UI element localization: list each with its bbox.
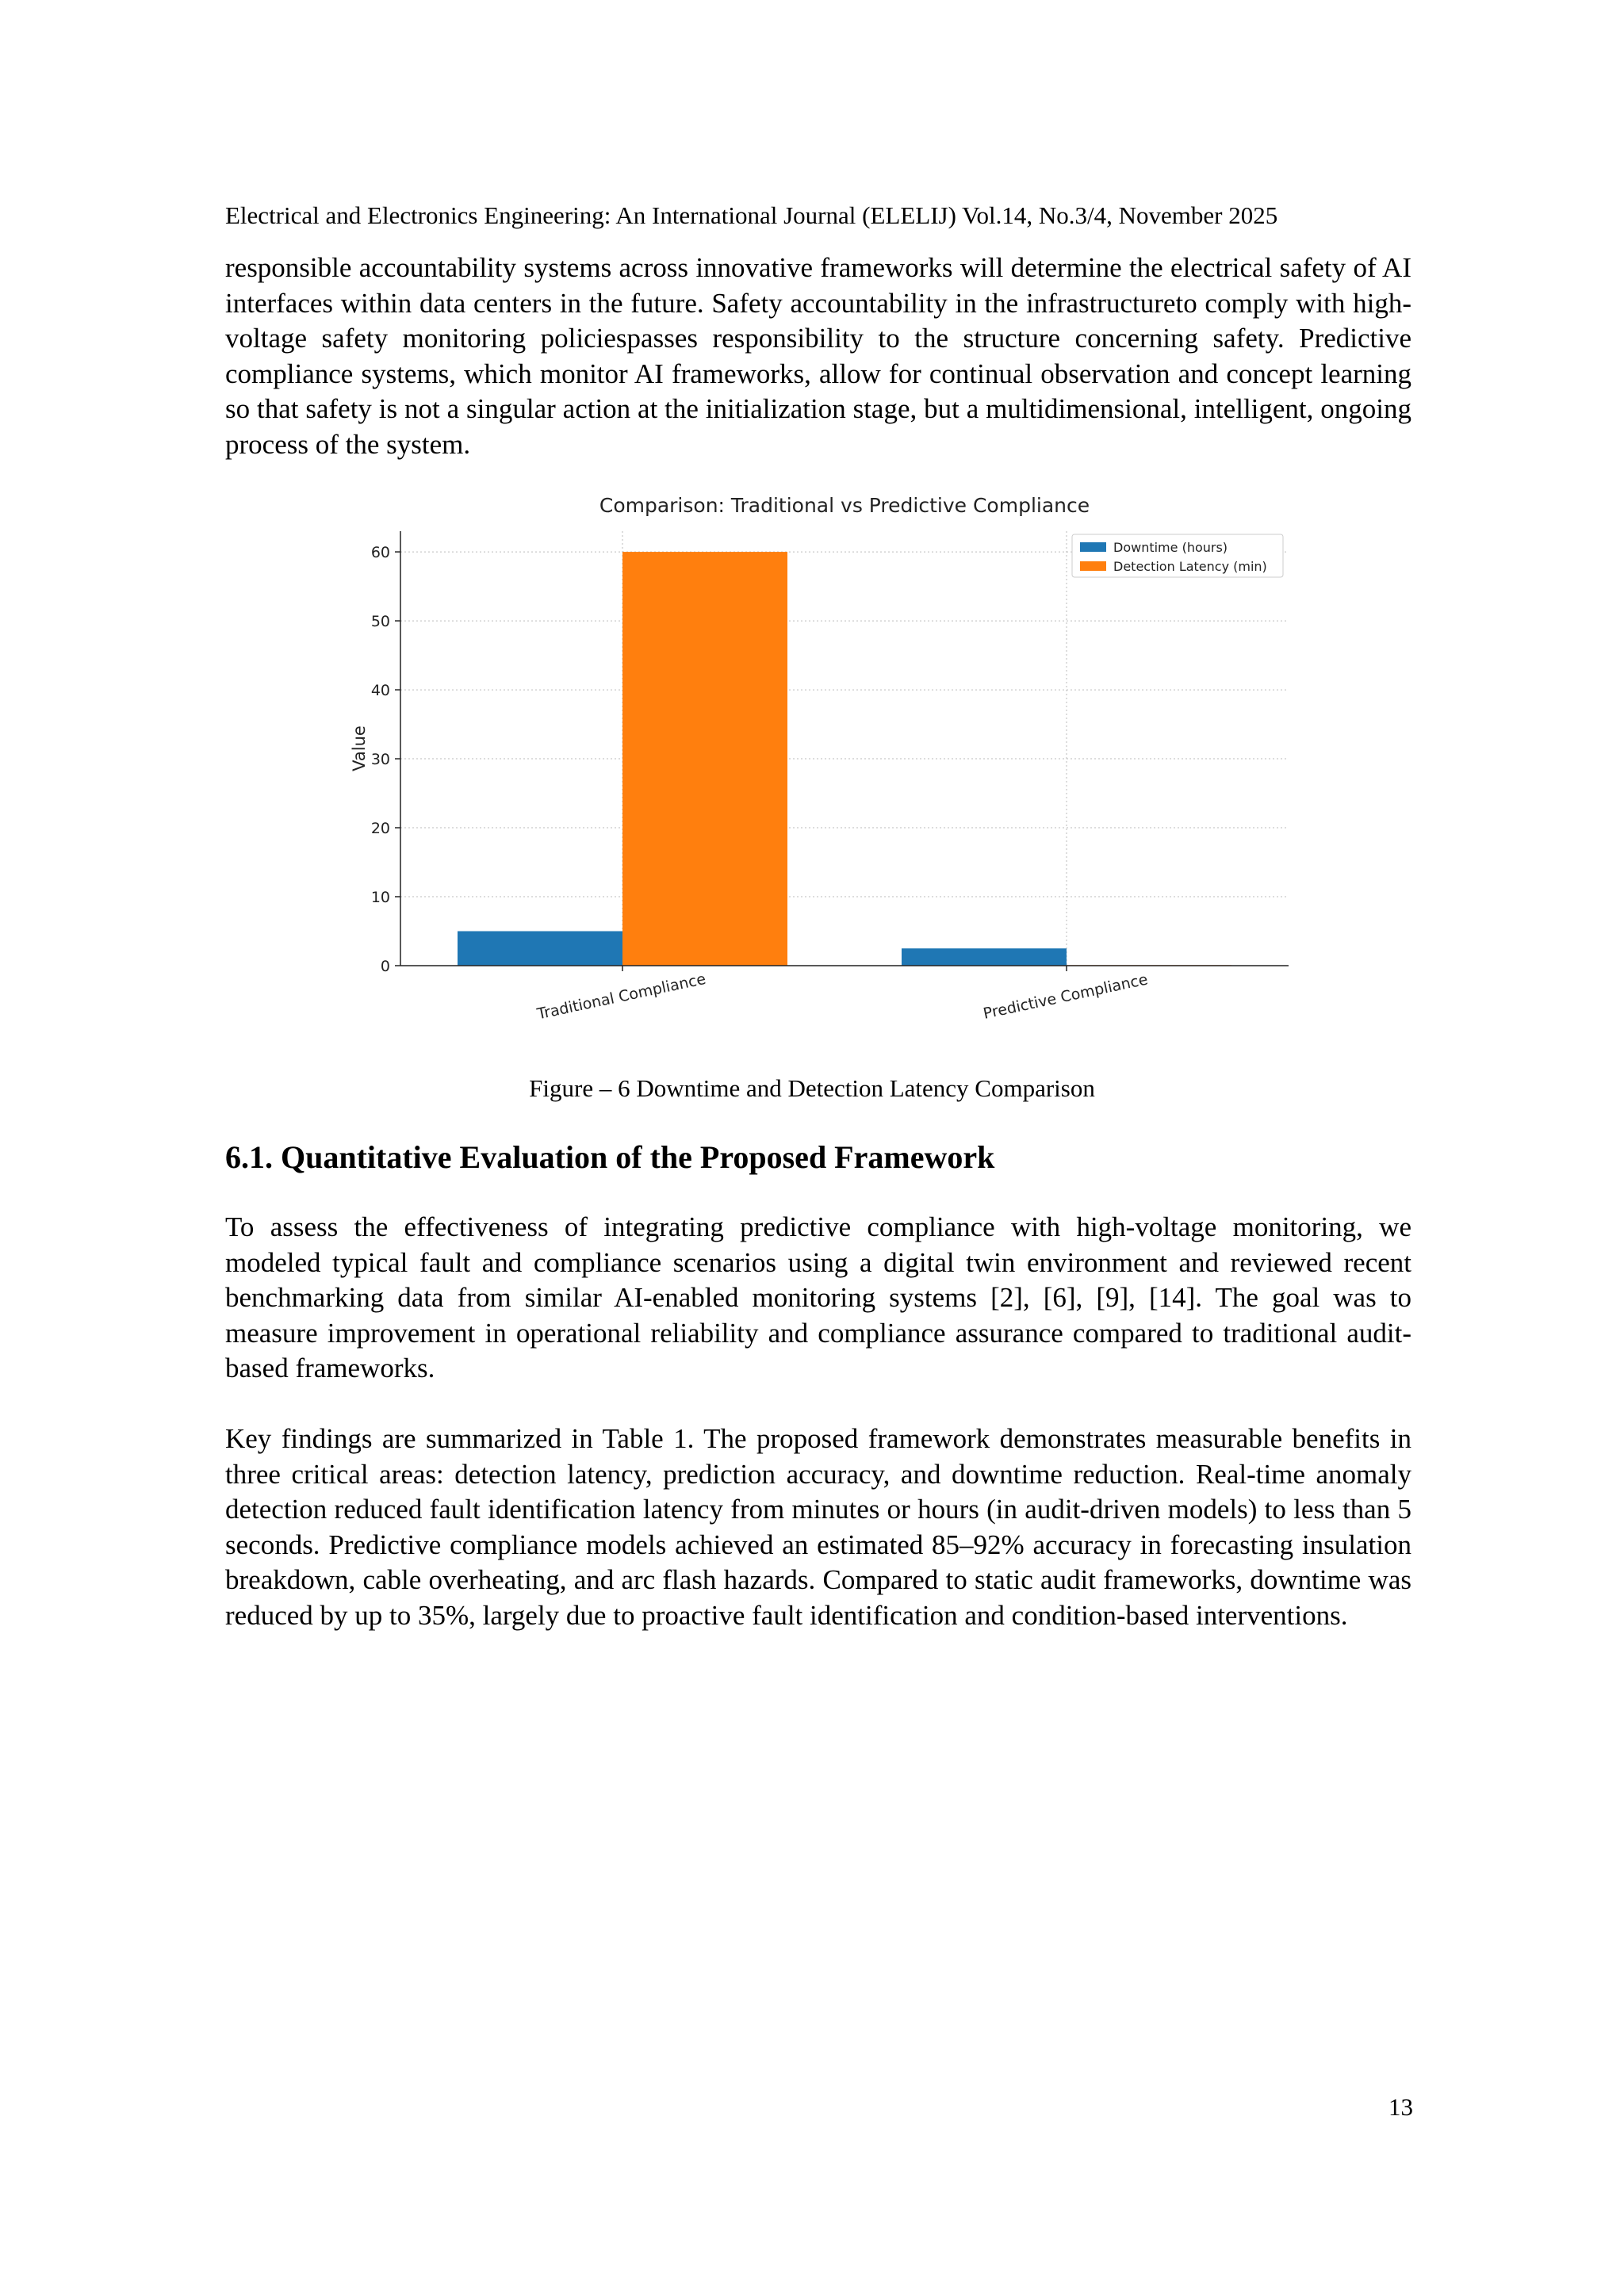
body-paragraph-intro: responsible accountability systems across innovative frameworks will determine the electrical safety of AI interfaces within data centers in the future. Safety accountability in the infrastructureto comply with high-voltage safety monitoring policiespasses responsibility to the structure concerning safety. Predictive compliance systems, which monitor AI frameworks, allow for continual observation and concept learning so that safety is not a singular action at the initialization stage, but a multidimensional, intelligent, ongoing process of the system. bbox=[225, 252, 1411, 460]
figure-caption: Figure – 6 Downtime and Detection Latency Comparison bbox=[529, 1074, 1095, 1102]
axes bbox=[400, 531, 1289, 966]
x-tick-label: Traditional Compliance bbox=[535, 970, 708, 1024]
y-tick-label: 20 bbox=[370, 820, 390, 838]
legend-swatch bbox=[1080, 542, 1106, 552]
bar-detection-latency-traditional bbox=[622, 552, 787, 966]
legend-label: Downtime (hours) bbox=[1113, 540, 1228, 555]
y-tick-label: 50 bbox=[370, 613, 390, 631]
legend-swatch bbox=[1080, 561, 1106, 571]
y-axis-label: Value bbox=[350, 725, 369, 771]
bar-chart bbox=[333, 490, 1300, 1061]
body-paragraph-findings: Key findings are summarized in Table 1. The proposed framework demonstrates measurable benefits in three critical areas: detection latency, prediction accuracy, and downtime reduction. Real-time anomaly detection reduced fault identification latency from minutes or hours (in audit-driven models) to less than 5 seconds. Predictive compliance models achieved an estimated 85–92% accuracy in forecasting insulation breakdown, cable overheating, and arc flash hazards. Compared to static audit frameworks, downtime was reduced by up to 35%, largely due to proactive fault identification and condition-based interventions. bbox=[225, 1423, 1411, 1631]
gridlines bbox=[400, 531, 1289, 966]
body-paragraph-assessment: To assess the effectiveness of integrating predictive compliance with high-voltage monitoring, we modeled typical fault and compliance scenarios using a digital twin environment and reviewed recent benchmarking data from similar AI-enabled monitoring systems [2], [6], [9], [14]. The goal was to measure improvement in operational reliability and compliance assurance compared to traditional audit-based frameworks. bbox=[225, 1211, 1411, 1383]
section-heading: 6.1. Quantitative Evaluation of the Proposed Framework bbox=[225, 1139, 995, 1175]
y-tick-label: 30 bbox=[370, 751, 390, 769]
legend-label: Detection Latency (min) bbox=[1113, 559, 1267, 574]
y-tick-label: 60 bbox=[370, 544, 390, 562]
y-tick-label: 40 bbox=[370, 682, 390, 700]
bar-downtime-traditional bbox=[458, 932, 622, 966]
running-header: Electrical and Electronics Engineering: An International Journal (ELELIJ) Vol.14, No.3/4, November 2025 bbox=[225, 201, 1278, 229]
y-tick-label: 0 bbox=[380, 958, 390, 975]
y-axis-ticks bbox=[371, 544, 400, 975]
chart-legend bbox=[1072, 534, 1283, 577]
x-tick-label: Predictive Compliance bbox=[982, 970, 1150, 1023]
x-axis-ticks bbox=[534, 966, 1149, 1024]
y-tick-label: 10 bbox=[370, 889, 390, 907]
chart-title: Comparison: Traditional vs Predictive Compliance bbox=[599, 494, 1090, 517]
page-number: 13 bbox=[1388, 2093, 1413, 2121]
bar-downtime-predictive bbox=[902, 948, 1067, 966]
bar-chart-figure bbox=[333, 490, 1300, 1065]
